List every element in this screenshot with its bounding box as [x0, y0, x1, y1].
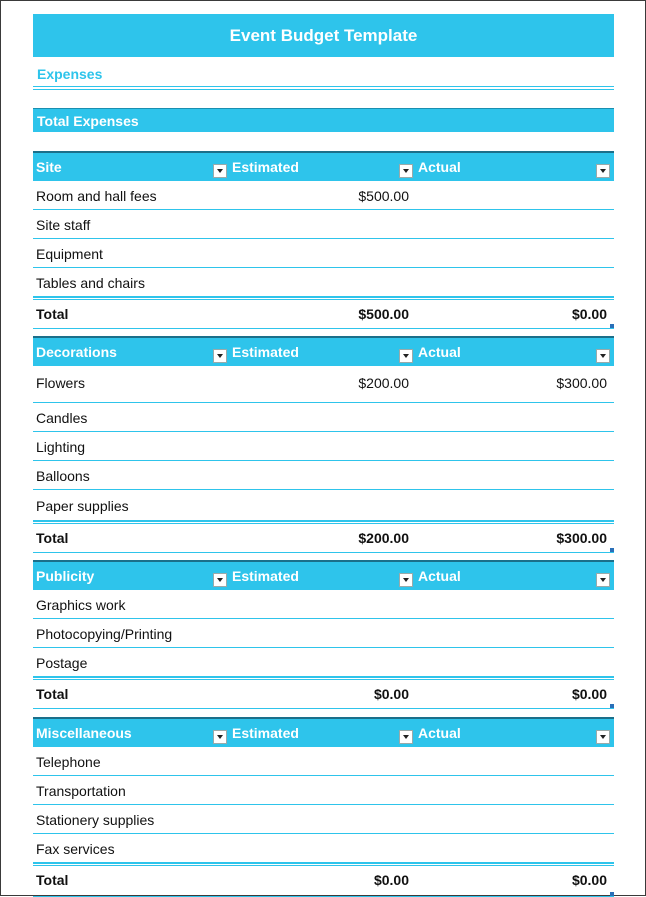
item-label: Equipment: [36, 246, 103, 262]
estimated-value: $200.00: [358, 375, 409, 391]
estimated-column-header: Estimated: [232, 344, 299, 360]
actual-column-header: Actual: [418, 568, 461, 584]
estimated-value: $500.00: [358, 188, 409, 204]
total-actual-value: $0.00: [571, 872, 607, 888]
item-label: Room and hall fees: [36, 188, 157, 204]
table-row[interactable]: [33, 648, 614, 677]
total-estimated-value: $0.00: [373, 872, 409, 888]
actual-column-header: Actual: [418, 159, 461, 175]
filter-dropdown-icon[interactable]: [596, 573, 610, 587]
section-publicity: [33, 560, 614, 709]
total-label: Total: [36, 686, 69, 702]
actual-column-header: Actual: [418, 725, 461, 741]
total-label: Total: [36, 530, 69, 546]
total-row[interactable]: [33, 523, 614, 553]
item-label: Lighting: [36, 439, 86, 455]
item-label: Tables and chairs: [36, 275, 145, 291]
filter-dropdown-icon[interactable]: [399, 573, 413, 587]
estimated-column-header: Estimated: [232, 725, 299, 741]
section-decorations: [33, 336, 614, 553]
table-row[interactable]: [33, 403, 614, 432]
table-row[interactable]: [33, 805, 614, 834]
table-resize-handle[interactable]: [610, 324, 614, 328]
table-row[interactable]: [33, 619, 614, 648]
total-actual-value: $0.00: [571, 306, 607, 322]
section-header: [33, 717, 614, 747]
section-header: [33, 151, 614, 181]
total-expenses-bar: Total Expenses: [33, 108, 614, 132]
total-label: Total: [36, 306, 69, 322]
total-label: Total: [36, 872, 69, 888]
total-row[interactable]: [33, 299, 614, 329]
filter-dropdown-icon[interactable]: [399, 164, 413, 178]
total-actual-value: $300.00: [556, 530, 607, 546]
section-site: [33, 151, 614, 329]
table-row[interactable]: [33, 181, 614, 210]
total-estimated-value: $500.00: [358, 306, 409, 322]
filter-dropdown-icon[interactable]: [596, 164, 610, 178]
filter-dropdown-icon[interactable]: [399, 730, 413, 744]
table-row[interactable]: [33, 490, 614, 521]
page-title: Event Budget Template: [33, 14, 614, 57]
table-row[interactable]: [33, 461, 614, 490]
section-title: Decorations: [36, 344, 117, 360]
item-label: Transportation: [36, 783, 126, 799]
table-row[interactable]: [33, 834, 614, 863]
estimated-column-header: Estimated: [232, 568, 299, 584]
section-title: Site: [36, 159, 62, 175]
table-row[interactable]: [33, 366, 614, 403]
filter-dropdown-icon[interactable]: [399, 349, 413, 363]
item-label: Flowers: [36, 375, 86, 391]
item-label: Candles: [36, 410, 88, 426]
section-title: Publicity: [36, 568, 95, 584]
estimated-column-header: Estimated: [232, 159, 299, 175]
total-estimated-value: $200.00: [358, 530, 409, 546]
actual-value: $300.00: [556, 375, 607, 391]
item-label: Telephone: [36, 754, 101, 770]
section-header: [33, 336, 614, 366]
item-label: Stationery supplies: [36, 812, 155, 828]
section-header: [33, 560, 614, 590]
item-label: Fax services: [36, 841, 115, 857]
table-resize-handle[interactable]: [610, 704, 614, 708]
table-row[interactable]: [33, 747, 614, 776]
table-resize-handle[interactable]: [610, 548, 614, 552]
table-row[interactable]: [33, 432, 614, 461]
table-row[interactable]: [33, 210, 614, 239]
item-label: Graphics work: [36, 597, 126, 613]
filter-dropdown-icon[interactable]: [596, 349, 610, 363]
filter-dropdown-icon[interactable]: [213, 573, 227, 587]
item-label: Paper supplies: [36, 498, 129, 514]
item-label: Postage: [36, 655, 88, 671]
item-label: Balloons: [36, 468, 90, 484]
table-row[interactable]: [33, 776, 614, 805]
table-resize-handle[interactable]: [610, 892, 614, 896]
filter-dropdown-icon[interactable]: [596, 730, 610, 744]
item-label: Photocopying/Printing: [36, 626, 173, 642]
table-row[interactable]: [33, 590, 614, 619]
item-label: Site staff: [36, 217, 91, 233]
total-actual-value: $0.00: [571, 686, 607, 702]
total-estimated-value: $0.00: [373, 686, 409, 702]
section-title: Miscellaneous: [36, 725, 132, 741]
total-row[interactable]: [33, 865, 614, 897]
total-row[interactable]: [33, 679, 614, 709]
filter-dropdown-icon[interactable]: [213, 349, 227, 363]
actual-column-header: Actual: [418, 344, 461, 360]
section-miscellaneous: [33, 717, 614, 897]
table-row[interactable]: [33, 268, 614, 297]
subheading-divider: [33, 89, 614, 90]
filter-dropdown-icon[interactable]: [213, 164, 227, 178]
table-row[interactable]: [33, 239, 614, 268]
expenses-subheading: Expenses: [33, 62, 614, 87]
filter-dropdown-icon[interactable]: [213, 730, 227, 744]
